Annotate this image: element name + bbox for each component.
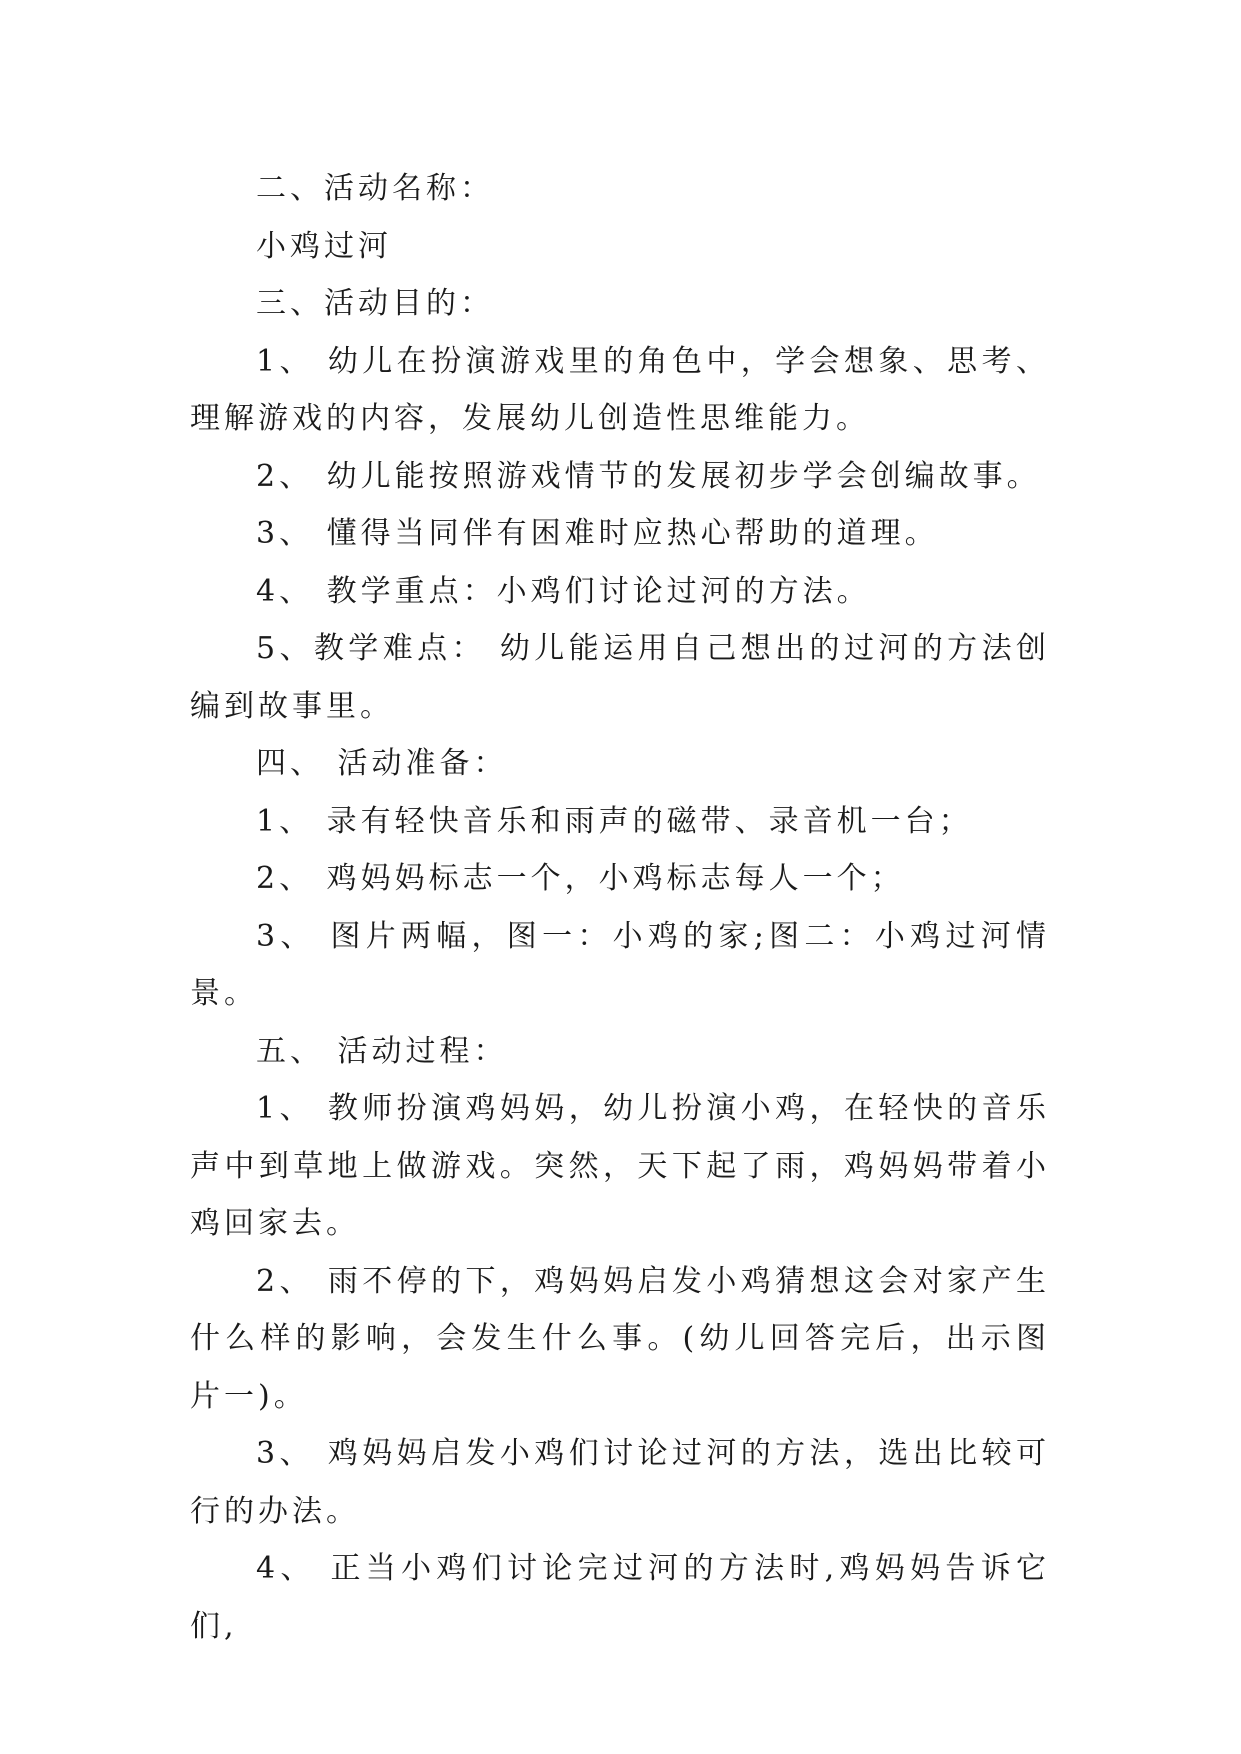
goal-item-5: 5、教学难点： 幼儿能运用自己想出的过河的方法创编到故事里。 <box>190 631 1050 724</box>
section-heading-activity-goals: 三、活动目的： <box>256 286 494 321</box>
section-heading-activity-process: 五、 活动过程： <box>256 1033 508 1069</box>
preparation-item-1: 1、 录有轻快音乐和雨声的磁带、录音机一台； <box>256 803 973 839</box>
goal-item-4: 4、 教学重点：小鸡们讨论过河的方法。 <box>256 573 871 609</box>
process-item-1: 1、 教师扮演鸡妈妈，幼儿扮演小鸡，在轻快的音乐声中到草地上做游戏。突然，天下起了雨，鸡妈妈带着小鸡回家去。 <box>190 1091 1050 1241</box>
preparation-item-2: 2、 鸡妈妈标志一个，小鸡标志每人一个； <box>256 861 905 896</box>
section-heading-activity-preparation: 四、 活动准备： <box>256 746 508 781</box>
process-item-4: 4、 正当小鸡们讨论完过河的方法时,鸡妈妈告诉它们, <box>190 1551 1050 1644</box>
preparation-item-3: 3、 图片两幅，图一：小鸡的家;图二：小鸡过河情景。 <box>190 918 1050 1011</box>
goal-item-1: 1、 幼儿在扮演游戏里的角色中，学会想象、思考、理解游戏的内容，发展幼儿创造性思维能力。 <box>190 343 1050 436</box>
activity-name-text: 小鸡过河 <box>256 228 392 264</box>
goal-item-3: 3、 懂得当同伴有困难时应热心帮助的道理。 <box>256 516 939 551</box>
goal-item-2: 2、 幼儿能按照游戏情节的发展初步学会创编故事。 <box>256 458 1041 494</box>
section-heading-activity-name: 二、活动名称： <box>256 171 494 206</box>
document-body <box>190 160 1050 1655</box>
process-item-2: 2、 雨不停的下，鸡妈妈启发小鸡猜想这会对家产生什么样的影响，会发生什么事。(幼儿回答完后，出示图片一)。 <box>190 1263 1050 1414</box>
process-item-3: 3、 鸡妈妈启发小鸡们讨论过河的方法，选出比较可行的办法。 <box>190 1436 1050 1529</box>
